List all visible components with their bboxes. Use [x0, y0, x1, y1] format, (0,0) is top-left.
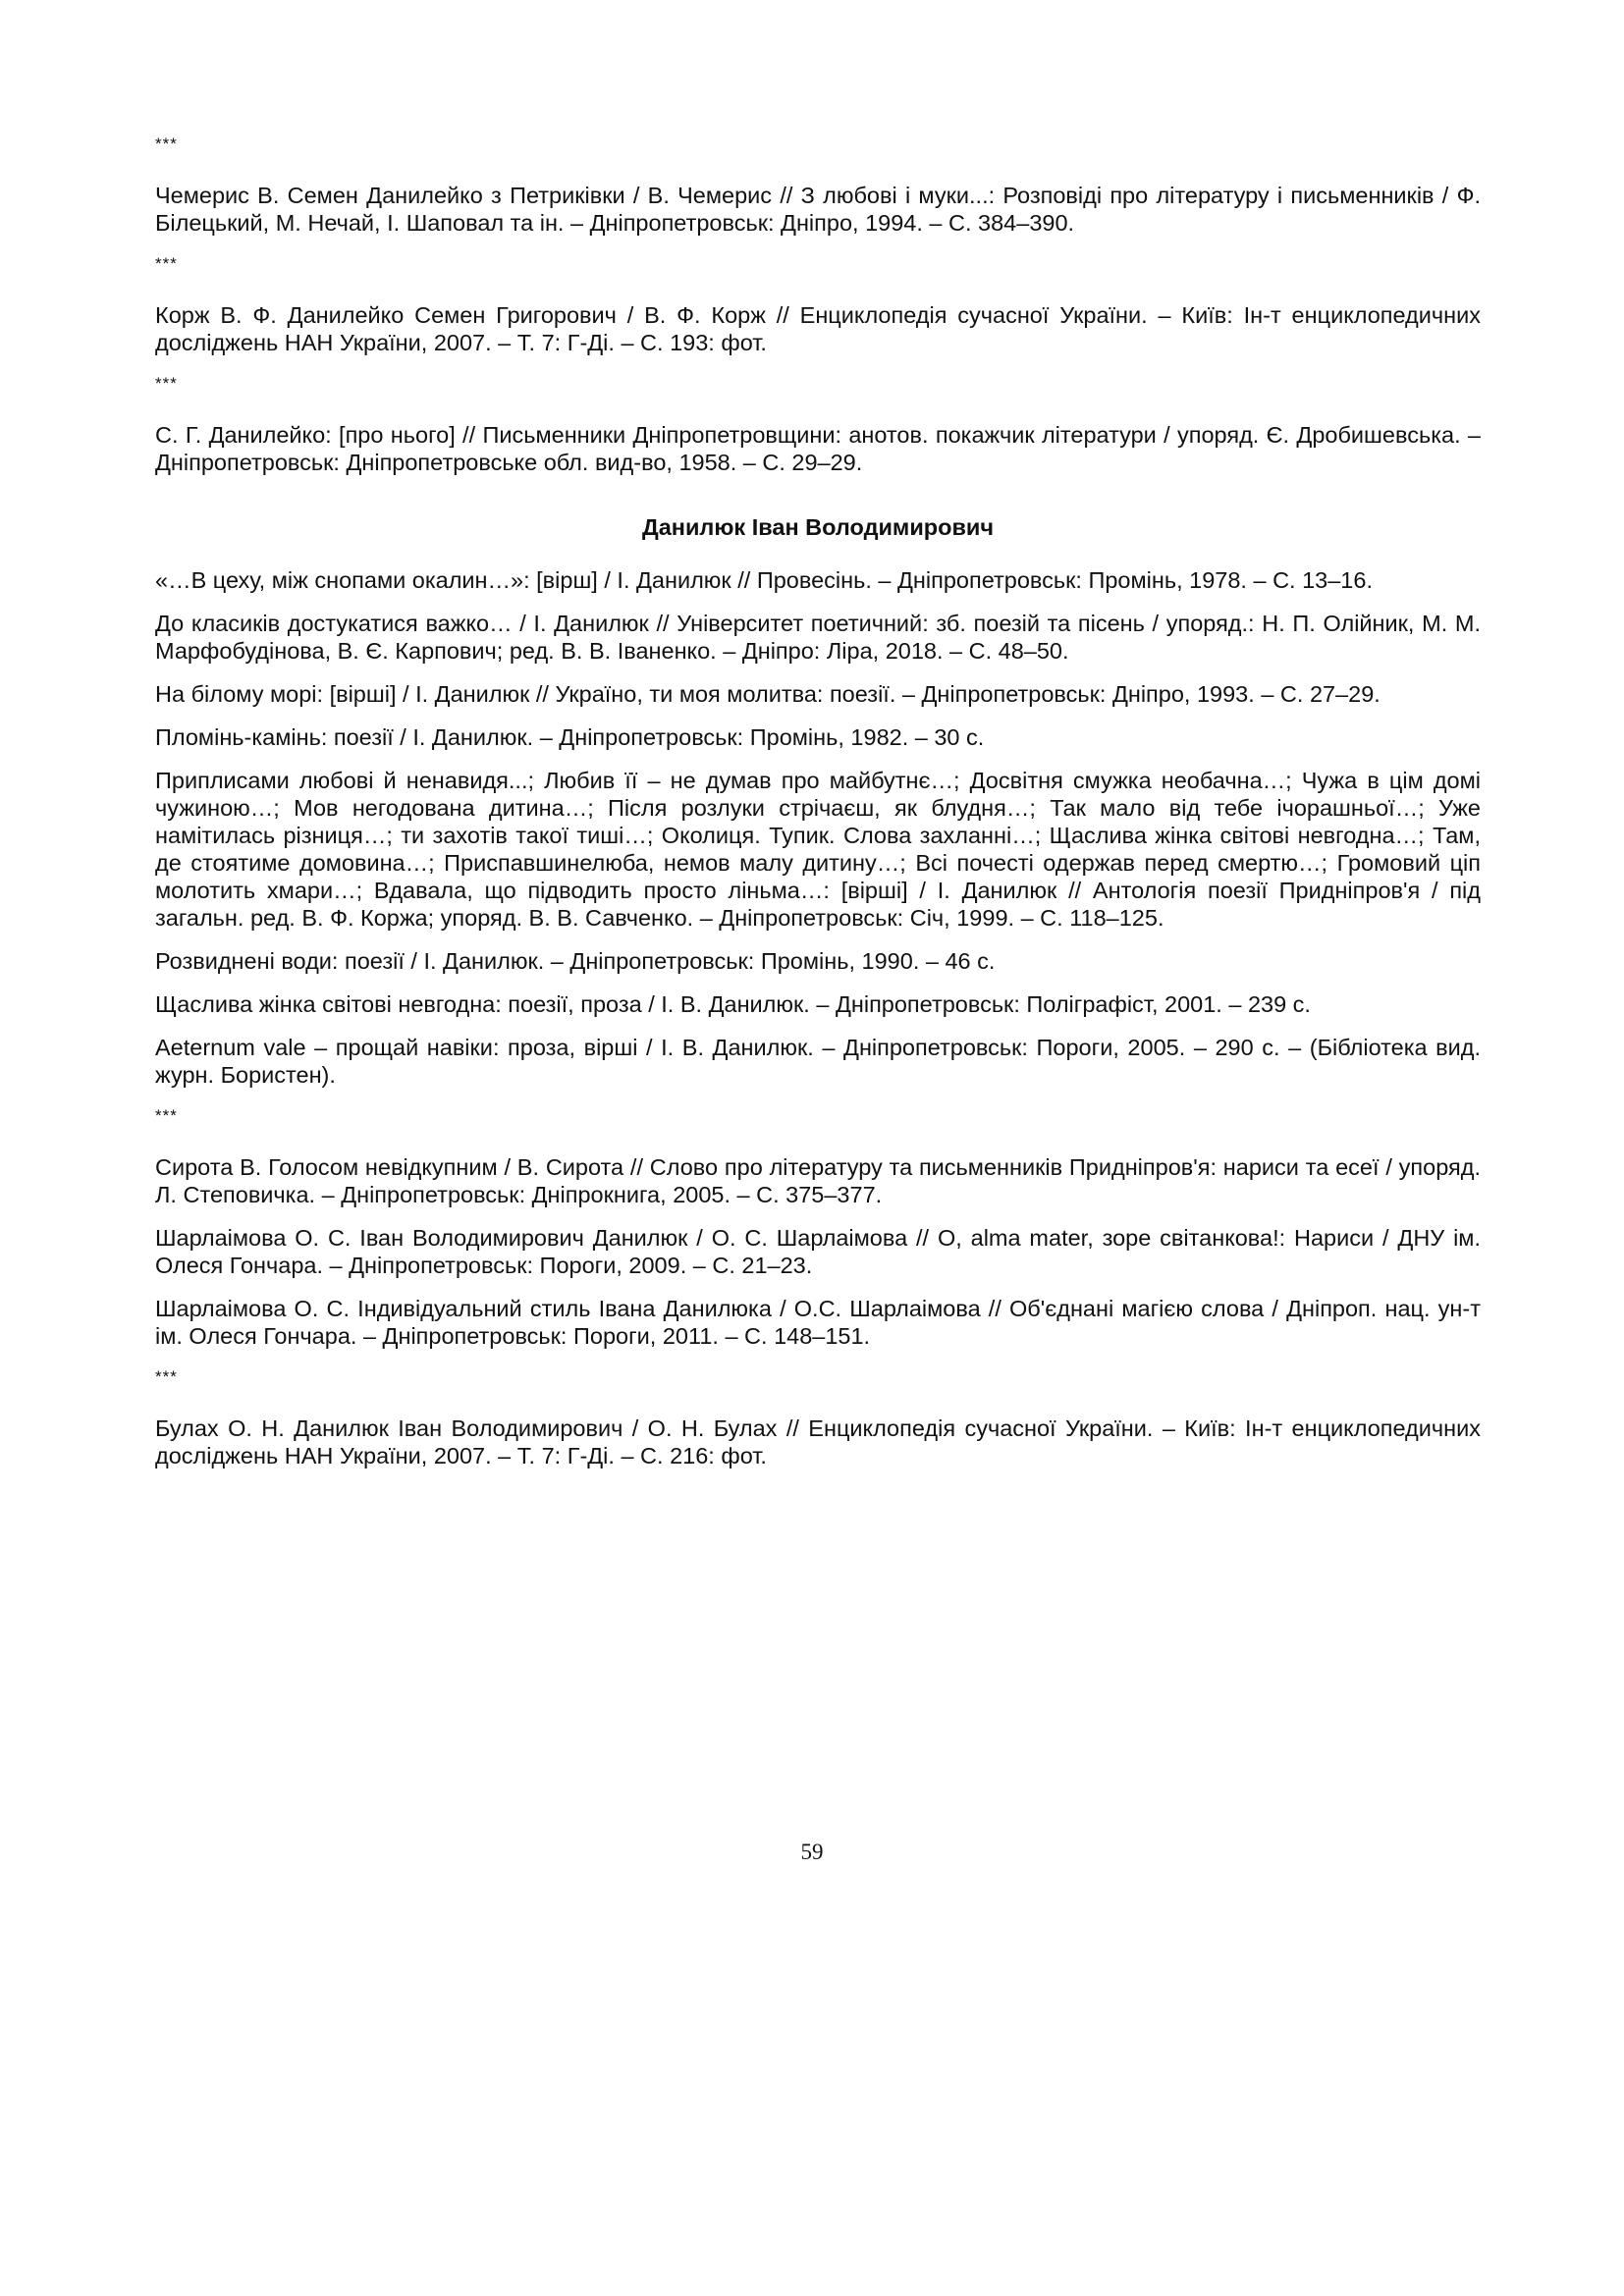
bibliography-entry: Пломінь-камінь: поезії / І. Данилюк. – Дніпропетровськ: Промінь, 1982. – 30 с. — [155, 724, 985, 750]
bibliography-entry: Шарлаімова О. С. Іван Володимирович Данилюк / О. С. Шарлаімова // О, alma mater, зоре світанкова!: Нариси / ДНУ ім. Олеся Гончара. – Дніпропетровськ: Пороги, 2009. – С. 21–23. — [155, 1225, 1481, 1278]
bibliography-entry: С. Г. Данилейко: [про нього] // Письменники Дніпропетровщини: анотов. покажчик літератури / упоряд. Є. Дробишевська. – Дніпропетровськ: Дніпропетровське обл. вид-во, 1958. – С. 29–29. — [155, 422, 1481, 475]
bibliography-entry: Корж В. Ф. Данилейко Семен Григорович / В. Ф. Корж // Енциклопедія сучасної України. – Київ: Ін-т енциклопедичних досліджень НАН України, 2007. – Т. 7: Г-Ді. – С. 193: фот. — [155, 302, 1481, 355]
bibliography-entry: До класиків достукатися важко… / І. Данилюк // Університет поетичний: зб. поезій та пісень / упоряд.: Н. П. Олійник, М. М. Марфобудінова, В. Є. Карпович; ред. В. В. Іваненко. – Дніпро: Ліра, 2018. – С. 48–50. — [155, 611, 1481, 664]
section-separator: *** — [155, 134, 178, 153]
section-separator: *** — [155, 1367, 178, 1386]
bibliography-entry: Приплисами любові й ненавидя...; Любив її – не думав про майбутнє…; Досвітня смужка необачна…; Чужа в цім домі чужиною…; Мов негодована дитина…; Після розлуки стрічаєш, як блудня…; Так мало від тебе ічорашньої…; Уже намітилась різниця…; ти захотів такої тиші…; Околиця. Тупик. Слова захланні…; Щаслива жінка світові невгодна…; Там, де стоятиме домовина…; Приспавшинелюба, немов малу дитину…; Всі почесті одержав перед смертю…; Громовий ціп молотить хмари…; Вдавала, що підводить просто ліньма…: [вірші] / І. Данилюк // Антологія поезії Придніпров'я / під загальн. ред. В. Ф. Коржа; упоряд. В. В. Савченко. – Дніпропетровськ: Січ, 1999. – С. 118–125. — [155, 768, 1481, 931]
bibliography-entry: Щаслива жінка світові невгодна: поезії, проза / І. В. Данилюк. – Дніпропетровськ: Поліграфіст, 2001. – 239 с. — [155, 991, 1311, 1017]
bibliography-entry: Aeternum vale – прощай навіки: проза, вірші / І. В. Данилюк. – Дніпропетровськ: Пороги, 2005. – 290 с. – (Бібліотека вид. журн. Бористен). — [155, 1035, 1481, 1088]
bibliography-entry: Сирота В. Голосом невідкупним / В. Сирота // Слово про літературу та письменників Придніпров'я: нариси та есеї / упоряд. Л. Степовичка. – Дніпропетровськ: Дніпрокнига, 2005. – С. 375–377. — [155, 1154, 1481, 1207]
document-page — [155, 133, 1481, 1485]
bibliography-entry: Розвиднені води: поезії / І. Данилюк. – Дніпропетровськ: Промінь, 1990. – 46 с. — [155, 948, 996, 974]
author-heading: Данилюк Іван Володимирович — [641, 514, 995, 540]
bibliography-entry: «…В цеху, між снопами окалин…»: [вірш] / І. Данилюк // Провесінь. – Дніпропетровськ: Промінь, 1978. – С. 13–16. — [155, 567, 1373, 593]
bibliography-entry: Чемерис В. Семен Данилейко з Петриківки / В. Чемерис // З любові і муки...: Розповіді про літературу і письменників / Ф. Білецький, М. Нечай, І. Шаповал та ін. – Дніпропетровськ: Дніпро, 1994. – С. 384–390. — [155, 183, 1481, 236]
page-number: 59 — [800, 1840, 824, 1864]
bibliography-entry: На білому морі: [вірші] / І. Данилюк // Україно, ти моя молитва: поезії. – Дніпропетровськ: Дніпро, 1993. – С. 27–29. — [155, 681, 1380, 707]
section-separator: *** — [155, 1106, 178, 1125]
bibliography-entry: Шарлаімова О. С. Індивідуальний стиль Івана Данилюка / О.С. Шарлаімова // Об'єднані магією слова / Дніпроп. нац. ун-т ім. Олеся Гончара. – Дніпропетровськ: Пороги, 2011. – С. 148–151. — [155, 1296, 1481, 1349]
bibliography-entry: Булах О. Н. Данилюк Іван Володимирович / О. Н. Булах // Енциклопедія сучасної України. – Київ: Ін-т енциклопедичних досліджень НАН України, 2007. – Т. 7: Г-Ді. – С. 216: фот. — [155, 1415, 1481, 1468]
section-separator: *** — [155, 254, 178, 273]
section-separator: *** — [155, 374, 178, 393]
